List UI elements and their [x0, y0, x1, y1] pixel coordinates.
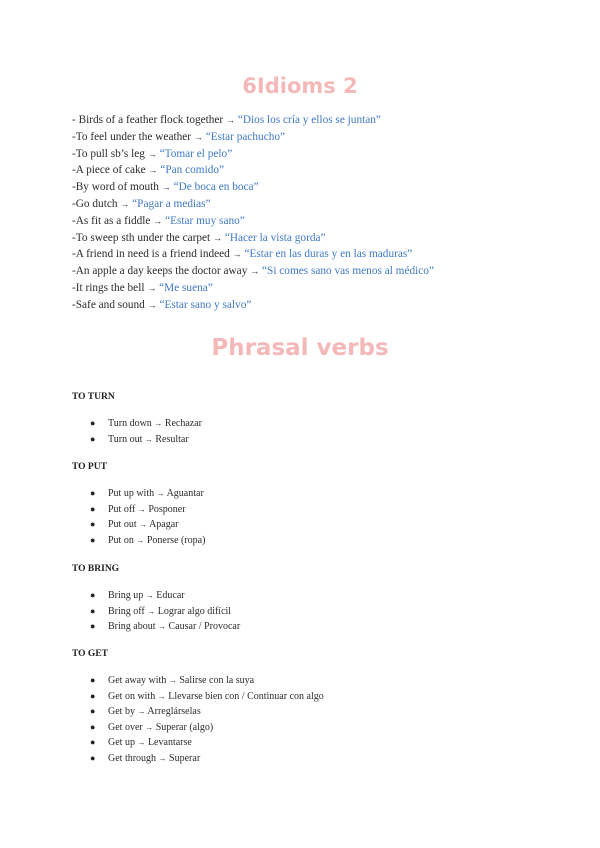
idiom-item	[72, 246, 542, 263]
idiom-spanish: “De boca en boca”	[173, 181, 259, 194]
phrasal-meaning: Rechazar	[164, 418, 203, 429]
bullet-icon: ●	[90, 690, 96, 701]
idiom-spanish: “Hacer la vista gorda”	[224, 231, 326, 244]
idiom-english: -To feel under the weather	[72, 130, 192, 143]
bullet-icon: ●	[90, 534, 96, 545]
idioms-list	[72, 112, 542, 314]
arrow-icon: →	[147, 282, 157, 293]
phrasal-meaning: Salirse con la suya	[179, 675, 255, 686]
arrow-icon: →	[213, 232, 222, 243]
phrasal-meaning: Superar	[169, 752, 201, 764]
phrasal-meaning: Aguantar	[166, 488, 204, 499]
phrasal-meaning: Superar (algo)	[155, 721, 214, 733]
phrasal-meaning: Ponerse (ropa)	[146, 534, 206, 546]
idiom-item	[72, 196, 542, 213]
phrasal-item	[72, 720, 542, 736]
idiom-spanish: “Estar muy sano”	[165, 214, 245, 227]
arrow-icon: →	[250, 266, 260, 277]
phrasal-item	[72, 704, 542, 720]
idiom-english: -To sweep sth under the carpet	[72, 231, 211, 244]
phrasal-item	[72, 533, 542, 549]
section-to-bring	[72, 563, 542, 635]
phrasal-item	[72, 751, 542, 767]
arrow-icon: →	[193, 131, 203, 142]
section-heading: TO TURN	[72, 392, 115, 402]
arrow-icon: →	[137, 738, 146, 748]
idiom-english: -Go dutch	[72, 197, 118, 210]
phrasal-verb: Get away with	[108, 675, 167, 686]
idiom-item	[72, 162, 542, 179]
phrasal-item	[72, 486, 542, 502]
phrasal-verb: Put out	[108, 519, 137, 531]
phrasal-item	[72, 416, 542, 432]
idiom-item	[72, 213, 542, 230]
arrow-icon: →	[168, 676, 177, 685]
phrasal-item	[72, 517, 542, 533]
idiom-english: -Safe and sound	[72, 298, 145, 311]
bullet-icon: ●	[90, 721, 96, 732]
phrasal-list	[72, 673, 542, 767]
phrasal-item	[72, 689, 542, 705]
phrasal-item	[72, 673, 542, 689]
phrasal-verbs-title: Phrasal verbs	[211, 335, 389, 361]
phrasal-verb: Get on with	[108, 690, 156, 702]
bullet-icon: ●	[90, 433, 96, 444]
idiom-item	[72, 280, 542, 297]
idiom-english: -A friend in need is a friend indeed	[72, 248, 230, 261]
section-to-turn	[72, 391, 542, 447]
phrasal-meaning: Apagar	[149, 519, 179, 531]
bullet-icon: ●	[90, 503, 96, 514]
idioms-title: 6Idioms 2	[242, 74, 358, 98]
arrow-icon: →	[158, 622, 166, 632]
section-to-get	[72, 648, 542, 767]
arrow-icon: →	[156, 489, 165, 498]
arrow-icon: →	[148, 165, 158, 176]
arrow-icon: →	[137, 504, 146, 514]
phrasal-meaning: Resultar	[155, 433, 189, 445]
idiom-spanish: “Me suena”	[159, 281, 213, 294]
arrow-icon: →	[137, 707, 146, 717]
bullet-icon: ●	[90, 621, 96, 632]
bullet-icon: ●	[90, 706, 96, 717]
phrasal-verb: Bring off	[108, 605, 145, 617]
phrasal-list	[72, 588, 542, 635]
section-to-put	[72, 461, 542, 548]
idiom-spanish: “Pagar a medias”	[132, 197, 211, 210]
phrasal-verb: Get through	[108, 752, 157, 764]
phrasal-verb: Bring about	[108, 621, 156, 633]
idiom-spanish: “Tomar el pelo”	[159, 147, 233, 160]
idiom-spanish: “Estar en las duras y en las maduras”	[244, 248, 413, 261]
phrasal-verb: Turn down	[108, 418, 152, 429]
arrow-icon: →	[147, 606, 156, 616]
idiom-english: -By word of mouth	[72, 181, 159, 194]
section-heading: TO BRING	[72, 564, 120, 574]
bullet-icon: ●	[90, 488, 96, 498]
idiom-english: -To pull sb’s leg	[72, 147, 145, 160]
arrow-icon: →	[153, 215, 163, 226]
phrasal-verb: Put up with	[108, 488, 155, 499]
bullet-icon: ●	[90, 675, 96, 685]
arrow-icon: →	[147, 299, 157, 310]
arrow-icon: →	[136, 535, 145, 545]
bullet-icon: ●	[90, 737, 96, 748]
phrasal-meaning: Educar	[156, 590, 185, 601]
arrow-icon: →	[154, 419, 163, 428]
idiom-english: -An apple a day keeps the doctor away	[72, 265, 248, 278]
arrow-icon: →	[161, 182, 171, 193]
phrasal-meaning: Arreglárselas	[147, 706, 201, 718]
idiom-item	[72, 179, 542, 196]
bullet-icon: ●	[90, 418, 96, 428]
phrasal-item	[72, 604, 542, 620]
phrasal-verb: Put off	[108, 503, 136, 515]
idiom-item	[72, 263, 542, 280]
idiom-english: -It rings the bell	[72, 281, 145, 294]
arrow-icon: →	[147, 148, 157, 159]
arrow-icon: →	[157, 691, 166, 701]
idiom-spanish: “Estar sano y salvo”	[159, 298, 252, 311]
phrasal-verb: Turn out	[108, 433, 143, 445]
idiom-item	[72, 230, 542, 247]
phrasal-item	[72, 432, 542, 448]
bullet-icon: ●	[90, 590, 96, 600]
bullet-icon: ●	[90, 605, 96, 616]
phrasal-meaning: Causar / Provocar	[168, 621, 241, 633]
section-heading: TO GET	[72, 649, 108, 659]
idiom-spanish: “Estar pachucho”	[205, 130, 286, 143]
phrasal-meaning: Posponer	[148, 503, 186, 515]
arrow-icon: →	[145, 722, 154, 732]
phrasal-verb: Get over	[108, 721, 143, 733]
arrow-icon: →	[158, 753, 167, 763]
phrasal-meaning: Llevarse bien con / Continuar con algo	[168, 690, 324, 702]
arrow-icon: →	[139, 520, 148, 530]
idiom-english: -A piece of cake	[72, 164, 146, 177]
phrasal-item	[72, 619, 542, 635]
phrasal-list	[72, 486, 542, 548]
phrasal-verb: Get up	[108, 737, 135, 749]
phrasal-item	[72, 735, 542, 751]
idiom-spanish: “Si comes sano vas menos al médico”	[262, 265, 434, 278]
idiom-english: - Birds of a feather flock together	[72, 114, 224, 126]
arrow-icon: →	[232, 249, 242, 260]
phrasal-list	[72, 416, 542, 447]
phrasal-verb: Get by	[108, 706, 135, 718]
phrasal-verb: Put on	[108, 534, 134, 546]
section-heading: TO PUT	[72, 462, 107, 472]
arrow-icon: →	[145, 591, 154, 600]
phrasal-meaning: Levantarse	[147, 737, 192, 749]
idiom-item	[72, 146, 542, 163]
bullet-icon: ●	[90, 752, 96, 763]
idiom-item	[72, 129, 542, 146]
idiom-spanish: “Pan comido”	[160, 164, 225, 177]
bullet-icon: ●	[90, 519, 96, 530]
phrasal-verb: Bring up	[108, 590, 144, 601]
idiom-spanish: “Dios los cría y ellos se juntan”	[237, 114, 381, 126]
arrow-icon: →	[120, 198, 130, 209]
phrasal-item	[72, 588, 542, 604]
idiom-item	[72, 297, 542, 314]
phrasal-meaning: Lograr algo difícil	[157, 605, 232, 617]
idiom-item	[72, 112, 542, 129]
phrasal-item	[72, 502, 542, 518]
arrow-icon: →	[226, 115, 236, 125]
arrow-icon: →	[144, 434, 153, 444]
idiom-english: -As fit as a fiddle	[72, 214, 151, 227]
